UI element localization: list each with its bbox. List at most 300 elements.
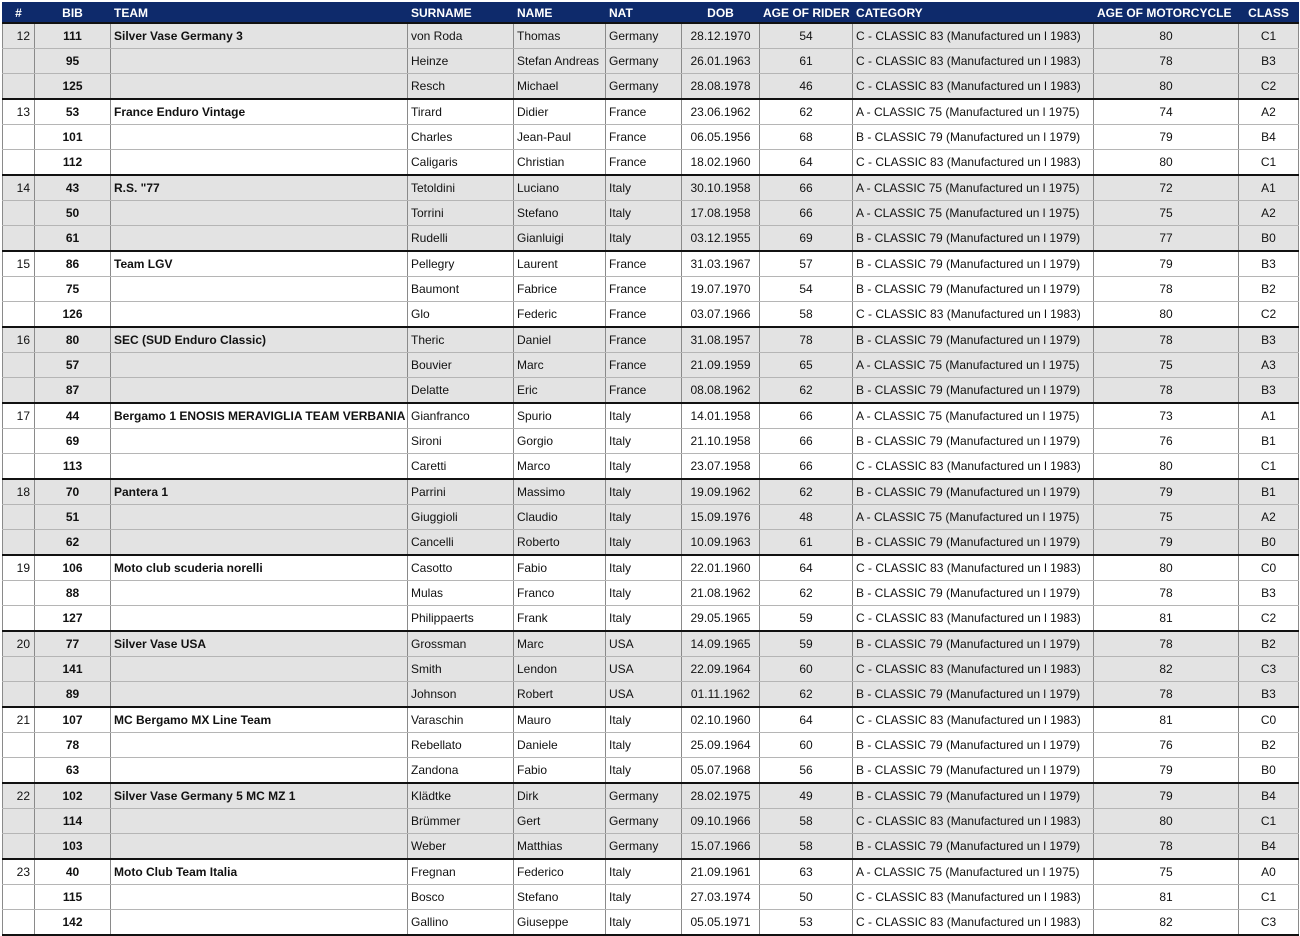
table-row	[3, 783, 1299, 809]
col-header-category: CATEGORY	[853, 3, 1094, 24]
rider-category: B - CLASSIC 79 (Manufactured un l 1979)	[853, 783, 1094, 809]
rider-name: Stefano	[514, 885, 606, 910]
rider-category: C - CLASSIC 83 (Manufactured un l 1983)	[853, 555, 1094, 581]
rider-category: B - CLASSIC 79 (Manufactured un l 1979)	[853, 758, 1094, 784]
team-position: 19	[3, 555, 35, 581]
team-position	[3, 809, 35, 834]
motorcycle-age: 79	[1094, 251, 1239, 277]
rider-name: Claudio	[514, 505, 606, 530]
team-name: R.S. "77	[111, 175, 408, 201]
rider-class: B2	[1239, 631, 1299, 657]
table-row	[3, 479, 1299, 505]
rider-nationality: Italy	[606, 175, 682, 201]
rider-category: C - CLASSIC 83 (Manufactured un l 1983)	[853, 74, 1094, 100]
rider-name: Thomas	[514, 23, 606, 49]
table-row	[3, 99, 1299, 125]
table-row	[3, 302, 1299, 328]
rider-surname: Gallino	[408, 910, 514, 936]
col-header-class: CLASS	[1239, 3, 1299, 24]
rider-nationality: Italy	[606, 429, 682, 454]
rider-category: B - CLASSIC 79 (Manufactured un l 1979)	[853, 378, 1094, 404]
rider-class: B4	[1239, 125, 1299, 150]
rider-nationality: France	[606, 378, 682, 404]
rider-age: 49	[760, 783, 853, 809]
rider-dob: 28.08.1978	[682, 74, 760, 100]
rider-surname: Charles	[408, 125, 514, 150]
rider-dob: 27.03.1974	[682, 885, 760, 910]
rider-category: B - CLASSIC 79 (Manufactured un l 1979)	[853, 530, 1094, 556]
rider-class: A3	[1239, 353, 1299, 378]
team-position	[3, 657, 35, 682]
rider-dob: 21.10.1958	[682, 429, 760, 454]
rider-name: Gorgio	[514, 429, 606, 454]
team-name	[111, 353, 408, 378]
team-name	[111, 505, 408, 530]
rider-age: 53	[760, 910, 853, 936]
rider-name: Franco	[514, 581, 606, 606]
table-row	[3, 23, 1299, 49]
motorcycle-age: 81	[1094, 707, 1239, 733]
team-name: Silver Vase Germany 5 MC MZ 1	[111, 783, 408, 809]
col-header-name: NAME	[514, 3, 606, 24]
rider-surname: Giuggioli	[408, 505, 514, 530]
rider-bib: 43	[35, 175, 111, 201]
rider-dob: 14.01.1958	[682, 403, 760, 429]
rider-age: 61	[760, 530, 853, 556]
rider-class: B1	[1239, 429, 1299, 454]
col-header-position: #	[3, 3, 35, 24]
rider-category: C - CLASSIC 83 (Manufactured un l 1983)	[853, 454, 1094, 480]
rider-nationality: France	[606, 302, 682, 328]
table-row	[3, 885, 1299, 910]
col-header-dob: DOB	[682, 3, 760, 24]
motorcycle-age: 76	[1094, 429, 1239, 454]
team-name: MC Bergamo MX Line Team	[111, 707, 408, 733]
rider-name: Stefan Andreas	[514, 49, 606, 74]
motorcycle-age: 80	[1094, 302, 1239, 328]
motorcycle-age: 80	[1094, 809, 1239, 834]
rider-age: 58	[760, 834, 853, 860]
rider-surname: Philippaerts	[408, 606, 514, 632]
table-row	[3, 581, 1299, 606]
rider-category: A - CLASSIC 75 (Manufactured un l 1975)	[853, 859, 1094, 885]
rider-class: C1	[1239, 23, 1299, 49]
rider-class: B2	[1239, 277, 1299, 302]
team-position	[3, 834, 35, 860]
rider-surname: Resch	[408, 74, 514, 100]
rider-name: Lendon	[514, 657, 606, 682]
rider-nationality: Germany	[606, 783, 682, 809]
rider-class: B0	[1239, 530, 1299, 556]
rider-age: 62	[760, 479, 853, 505]
team-name	[111, 454, 408, 480]
table-row	[3, 403, 1299, 429]
rider-category: A - CLASSIC 75 (Manufactured un l 1975)	[853, 201, 1094, 226]
team-name: Team LGV	[111, 251, 408, 277]
rider-dob: 05.07.1968	[682, 758, 760, 784]
rider-nationality: Italy	[606, 606, 682, 632]
rider-class: A1	[1239, 175, 1299, 201]
rider-class: B1	[1239, 479, 1299, 505]
rider-surname: Cancelli	[408, 530, 514, 556]
rider-dob: 26.01.1963	[682, 49, 760, 74]
rider-surname: Torrini	[408, 201, 514, 226]
rider-surname: Bouvier	[408, 353, 514, 378]
rider-nationality: Germany	[606, 23, 682, 49]
motorcycle-age: 75	[1094, 201, 1239, 226]
rider-category: A - CLASSIC 75 (Manufactured un l 1975)	[853, 505, 1094, 530]
team-position	[3, 302, 35, 328]
rider-bib: 111	[35, 23, 111, 49]
rider-category: B - CLASSIC 79 (Manufactured un l 1979)	[853, 251, 1094, 277]
rider-age: 54	[760, 23, 853, 49]
rider-category: C - CLASSIC 83 (Manufactured un l 1983)	[853, 23, 1094, 49]
table-row	[3, 175, 1299, 201]
rider-age: 63	[760, 859, 853, 885]
rider-surname: Tirard	[408, 99, 514, 125]
rider-bib: 89	[35, 682, 111, 708]
team-name: Moto Club Team Italia	[111, 859, 408, 885]
rider-name: Michael	[514, 74, 606, 100]
team-position	[3, 226, 35, 252]
rider-nationality: USA	[606, 682, 682, 708]
col-header-team: TEAM	[111, 3, 408, 24]
rider-age: 68	[760, 125, 853, 150]
rider-dob: 18.02.1960	[682, 150, 760, 176]
rider-name: Gianluigi	[514, 226, 606, 252]
rider-category: B - CLASSIC 79 (Manufactured un l 1979)	[853, 631, 1094, 657]
rider-bib: 57	[35, 353, 111, 378]
rider-class: C1	[1239, 150, 1299, 176]
team-name	[111, 74, 408, 100]
rider-name: Fabrice	[514, 277, 606, 302]
rider-category: C - CLASSIC 83 (Manufactured un l 1983)	[853, 707, 1094, 733]
table-row	[3, 505, 1299, 530]
rider-class: C2	[1239, 606, 1299, 632]
rider-age: 62	[760, 581, 853, 606]
rider-category: A - CLASSIC 75 (Manufactured un l 1975)	[853, 353, 1094, 378]
rider-surname: Brümmer	[408, 809, 514, 834]
rider-name: Luciano	[514, 175, 606, 201]
rider-age: 66	[760, 429, 853, 454]
rider-surname: Glo	[408, 302, 514, 328]
motorcycle-age: 78	[1094, 378, 1239, 404]
table-row	[3, 707, 1299, 733]
rider-nationality: France	[606, 277, 682, 302]
rider-category: C - CLASSIC 83 (Manufactured un l 1983)	[853, 809, 1094, 834]
rider-name: Marco	[514, 454, 606, 480]
rider-surname: Caretti	[408, 454, 514, 480]
team-name	[111, 758, 408, 784]
table-row	[3, 834, 1299, 860]
rider-bib: 78	[35, 733, 111, 758]
rider-surname: Johnson	[408, 682, 514, 708]
rider-nationality: France	[606, 251, 682, 277]
rider-surname: Heinze	[408, 49, 514, 74]
team-position: 13	[3, 99, 35, 125]
team-name	[111, 657, 408, 682]
team-position: 12	[3, 23, 35, 49]
team-name	[111, 302, 408, 328]
rider-nationality: Italy	[606, 707, 682, 733]
table-row	[3, 859, 1299, 885]
table-row	[3, 530, 1299, 556]
rider-age: 64	[760, 707, 853, 733]
rider-surname: Smith	[408, 657, 514, 682]
team-name: France Enduro Vintage	[111, 99, 408, 125]
rider-dob: 28.12.1970	[682, 23, 760, 49]
rider-age: 62	[760, 99, 853, 125]
rider-dob: 03.07.1966	[682, 302, 760, 328]
rider-age: 56	[760, 758, 853, 784]
rider-class: B0	[1239, 758, 1299, 784]
rider-category: C - CLASSIC 83 (Manufactured un l 1983)	[853, 910, 1094, 936]
rider-category: C - CLASSIC 83 (Manufactured un l 1983)	[853, 150, 1094, 176]
rider-surname: Delatte	[408, 378, 514, 404]
team-position	[3, 125, 35, 150]
rider-category: B - CLASSIC 79 (Manufactured un l 1979)	[853, 327, 1094, 353]
team-position: 23	[3, 859, 35, 885]
team-name: Silver Vase Germany 3	[111, 23, 408, 49]
entries-body	[3, 23, 1299, 935]
team-position: 21	[3, 707, 35, 733]
team-position	[3, 378, 35, 404]
rider-surname: Mulas	[408, 581, 514, 606]
rider-surname: Fregnan	[408, 859, 514, 885]
rider-dob: 09.10.1966	[682, 809, 760, 834]
rider-dob: 14.09.1965	[682, 631, 760, 657]
rider-class: B3	[1239, 251, 1299, 277]
motorcycle-age: 82	[1094, 657, 1239, 682]
team-name	[111, 429, 408, 454]
rider-name: Jean-Paul	[514, 125, 606, 150]
motorcycle-age: 78	[1094, 834, 1239, 860]
rider-dob: 03.12.1955	[682, 226, 760, 252]
rider-age: 59	[760, 631, 853, 657]
rider-category: B - CLASSIC 79 (Manufactured un l 1979)	[853, 429, 1094, 454]
rider-nationality: Italy	[606, 505, 682, 530]
team-position	[3, 606, 35, 632]
rider-dob: 23.06.1962	[682, 99, 760, 125]
rider-nationality: France	[606, 99, 682, 125]
rider-nationality: Italy	[606, 454, 682, 480]
rider-class: B3	[1239, 327, 1299, 353]
rider-name: Federico	[514, 859, 606, 885]
rider-nationality: Italy	[606, 555, 682, 581]
rider-age: 57	[760, 251, 853, 277]
rider-surname: Caligaris	[408, 150, 514, 176]
rider-name: Matthias	[514, 834, 606, 860]
rider-age: 78	[760, 327, 853, 353]
motorcycle-age: 78	[1094, 682, 1239, 708]
rider-surname: Grossman	[408, 631, 514, 657]
rider-class: B2	[1239, 733, 1299, 758]
rider-category: C - CLASSIC 83 (Manufactured un l 1983)	[853, 885, 1094, 910]
rider-class: B3	[1239, 682, 1299, 708]
team-name	[111, 682, 408, 708]
rider-surname: Theric	[408, 327, 514, 353]
rider-bib: 69	[35, 429, 111, 454]
rider-class: C1	[1239, 885, 1299, 910]
team-name	[111, 885, 408, 910]
rider-nationality: Italy	[606, 733, 682, 758]
rider-category: A - CLASSIC 75 (Manufactured un l 1975)	[853, 403, 1094, 429]
rider-category: C - CLASSIC 83 (Manufactured un l 1983)	[853, 657, 1094, 682]
team-name	[111, 910, 408, 936]
rider-name: Marc	[514, 631, 606, 657]
rider-surname: Gianfranco	[408, 403, 514, 429]
rider-bib: 101	[35, 125, 111, 150]
rider-surname: Baumont	[408, 277, 514, 302]
rider-class: B3	[1239, 49, 1299, 74]
rider-age: 60	[760, 657, 853, 682]
table-row	[3, 682, 1299, 708]
rider-class: C3	[1239, 657, 1299, 682]
rider-name: Daniel	[514, 327, 606, 353]
rider-age: 58	[760, 809, 853, 834]
motorcycle-age: 75	[1094, 505, 1239, 530]
table-row	[3, 758, 1299, 784]
motorcycle-age: 78	[1094, 49, 1239, 74]
rider-class: C2	[1239, 302, 1299, 328]
team-name	[111, 226, 408, 252]
rider-surname: Varaschin	[408, 707, 514, 733]
motorcycle-age: 80	[1094, 454, 1239, 480]
rider-name: Mauro	[514, 707, 606, 733]
table-row	[3, 49, 1299, 74]
rider-class: A2	[1239, 505, 1299, 530]
team-name: SEC (SUD Enduro Classic)	[111, 327, 408, 353]
col-header-nat: NAT	[606, 3, 682, 24]
rider-bib: 70	[35, 479, 111, 505]
rider-nationality: Italy	[606, 758, 682, 784]
rider-age: 48	[760, 505, 853, 530]
rider-name: Dirk	[514, 783, 606, 809]
rider-name: Fabio	[514, 758, 606, 784]
rider-category: B - CLASSIC 79 (Manufactured un l 1979)	[853, 226, 1094, 252]
motorcycle-age: 82	[1094, 910, 1239, 936]
team-name	[111, 834, 408, 860]
rider-name: Gert	[514, 809, 606, 834]
rider-name: Christian	[514, 150, 606, 176]
motorcycle-age: 79	[1094, 479, 1239, 505]
rider-dob: 21.09.1961	[682, 859, 760, 885]
team-position: 18	[3, 479, 35, 505]
rider-bib: 51	[35, 505, 111, 530]
rider-class: C2	[1239, 74, 1299, 100]
motorcycle-age: 74	[1094, 99, 1239, 125]
rider-dob: 29.05.1965	[682, 606, 760, 632]
rider-bib: 53	[35, 99, 111, 125]
rider-bib: 125	[35, 74, 111, 100]
rider-category: B - CLASSIC 79 (Manufactured un l 1979)	[853, 733, 1094, 758]
team-position	[3, 885, 35, 910]
rider-age: 69	[760, 226, 853, 252]
motorcycle-age: 81	[1094, 606, 1239, 632]
rider-name: Massimo	[514, 479, 606, 505]
team-position	[3, 910, 35, 936]
rider-dob: 31.08.1957	[682, 327, 760, 353]
rider-dob: 28.02.1975	[682, 783, 760, 809]
rider-class: B4	[1239, 783, 1299, 809]
team-position	[3, 682, 35, 708]
rider-dob: 08.08.1962	[682, 378, 760, 404]
motorcycle-age: 81	[1094, 885, 1239, 910]
rider-nationality: Germany	[606, 74, 682, 100]
rider-bib: 86	[35, 251, 111, 277]
table-row	[3, 733, 1299, 758]
rider-name: Eric	[514, 378, 606, 404]
team-position	[3, 505, 35, 530]
team-name	[111, 733, 408, 758]
rider-category: C - CLASSIC 83 (Manufactured un l 1983)	[853, 49, 1094, 74]
rider-bib: 127	[35, 606, 111, 632]
rider-name: Roberto	[514, 530, 606, 556]
table-row	[3, 657, 1299, 682]
rider-surname: Casotto	[408, 555, 514, 581]
rider-class: B3	[1239, 378, 1299, 404]
rider-name: Giuseppe	[514, 910, 606, 936]
rider-bib: 141	[35, 657, 111, 682]
rider-age: 62	[760, 378, 853, 404]
motorcycle-age: 80	[1094, 74, 1239, 100]
rider-class: C1	[1239, 809, 1299, 834]
rider-surname: Pellegry	[408, 251, 514, 277]
rider-age: 46	[760, 74, 853, 100]
rider-age: 59	[760, 606, 853, 632]
team-position	[3, 150, 35, 176]
rider-age: 66	[760, 403, 853, 429]
team-name: Moto club scuderia norelli	[111, 555, 408, 581]
team-name	[111, 49, 408, 74]
team-position: 22	[3, 783, 35, 809]
rider-nationality: Italy	[606, 859, 682, 885]
rider-nationality: USA	[606, 631, 682, 657]
team-name	[111, 530, 408, 556]
team-name	[111, 606, 408, 632]
rider-name: Didier	[514, 99, 606, 125]
motorcycle-age: 80	[1094, 23, 1239, 49]
rider-surname: Tetoldini	[408, 175, 514, 201]
motorcycle-age: 75	[1094, 353, 1239, 378]
rider-class: B0	[1239, 226, 1299, 252]
team-position	[3, 74, 35, 100]
motorcycle-age: 80	[1094, 150, 1239, 176]
team-position	[3, 454, 35, 480]
motorcycle-age: 80	[1094, 555, 1239, 581]
rider-nationality: Italy	[606, 201, 682, 226]
col-header-age-of-motorcycle: AGE OF MOTORCYCLE	[1094, 3, 1239, 24]
table-row	[3, 454, 1299, 480]
team-position	[3, 429, 35, 454]
motorcycle-age: 79	[1094, 783, 1239, 809]
header-row	[3, 3, 1299, 24]
rider-bib: 115	[35, 885, 111, 910]
rider-dob: 06.05.1956	[682, 125, 760, 150]
rider-surname: von Roda	[408, 23, 514, 49]
table-row	[3, 378, 1299, 404]
motorcycle-age: 79	[1094, 530, 1239, 556]
motorcycle-age: 72	[1094, 175, 1239, 201]
rider-category: B - CLASSIC 79 (Manufactured un l 1979)	[853, 479, 1094, 505]
table-row	[3, 251, 1299, 277]
rider-dob: 15.09.1976	[682, 505, 760, 530]
rider-category: C - CLASSIC 83 (Manufactured un l 1983)	[853, 302, 1094, 328]
rider-name: Marc	[514, 353, 606, 378]
rider-class: B4	[1239, 834, 1299, 860]
rider-dob: 23.07.1958	[682, 454, 760, 480]
team-name: Pantera 1	[111, 479, 408, 505]
